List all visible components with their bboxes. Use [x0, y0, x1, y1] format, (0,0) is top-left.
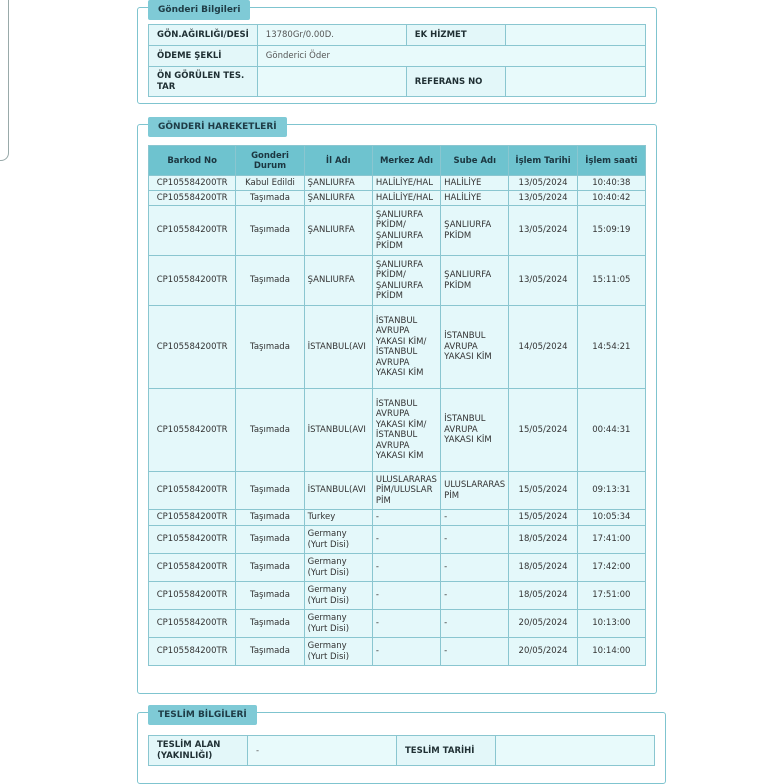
center-cell: ŞANLIURFA PKİDM/ ŞANLIURFA PKİDM: [372, 256, 440, 306]
barcode-cell: CP105584200TR: [149, 526, 236, 554]
status-cell: Kabul Edildi: [236, 176, 304, 191]
delivery-date-label: TESLİM TARİHİ: [397, 736, 496, 766]
center-cell: -: [372, 526, 440, 554]
barcode-cell: CP105584200TR: [149, 306, 236, 389]
col-branch[interactable]: Sube Adı: [441, 146, 509, 176]
table-row: [149, 191, 646, 206]
movements-title: GÖNDERİ HAREKETLERİ: [148, 117, 287, 137]
table-row: [149, 610, 646, 638]
city-cell: Germany (Yurt Disi): [304, 582, 372, 610]
status-cell: Taşımada: [236, 554, 304, 582]
branch-cell: HALİLİYE: [441, 191, 509, 206]
shipment-info-panel: [137, 7, 657, 104]
col-status[interactable]: Gonderi Durum: [236, 146, 304, 176]
status-cell: Taşımada: [236, 256, 304, 306]
table-row: [149, 389, 646, 472]
center-cell: ULUSLARARAS PİM/ULUSLAR PİM: [372, 472, 440, 510]
center-cell: İSTANBUL AVRUPA YAKASI KİM/ İSTANBUL AVRUPA YAKASI KİM: [372, 306, 440, 389]
date-cell: 20/05/2024: [509, 638, 577, 666]
status-cell: Taşımada: [236, 191, 304, 206]
delivery-date-value: [496, 736, 655, 766]
barcode-cell: CP105584200TR: [149, 176, 236, 191]
table-row: [149, 582, 646, 610]
table-row: [149, 306, 646, 389]
branch-cell: -: [441, 638, 509, 666]
time-cell: 10:05:34: [577, 510, 645, 526]
time-cell: 10:14:00: [577, 638, 645, 666]
delivery-panel: [137, 712, 666, 784]
city-cell: İSTANBUL(AVI: [304, 306, 372, 389]
date-cell: 15/05/2024: [509, 389, 577, 472]
weight-label: GÖN.AĞIRLIĞI/DESİ: [149, 25, 258, 46]
barcode-cell: CP105584200TR: [149, 206, 236, 256]
barcode-cell: CP105584200TR: [149, 638, 236, 666]
delivery-row: [149, 736, 655, 766]
estimated-delivery-value: [257, 67, 406, 97]
info-row: [149, 46, 646, 67]
date-cell: 13/05/2024: [509, 191, 577, 206]
table-row: [149, 526, 646, 554]
center-cell: -: [372, 510, 440, 526]
date-cell: 13/05/2024: [509, 206, 577, 256]
table-row: [149, 472, 646, 510]
date-cell: 18/05/2024: [509, 526, 577, 554]
date-cell: 18/05/2024: [509, 582, 577, 610]
barcode-cell: CP105584200TR: [149, 389, 236, 472]
city-cell: Germany (Yurt Disi): [304, 526, 372, 554]
center-cell: HALİLİYE/HAL: [372, 191, 440, 206]
city-cell: Germany (Yurt Disi): [304, 610, 372, 638]
status-cell: Taşımada: [236, 306, 304, 389]
center-cell: -: [372, 554, 440, 582]
reference-label: REFERANS NO: [406, 67, 505, 97]
status-cell: Taşımada: [236, 638, 304, 666]
time-cell: 09:13:31: [577, 472, 645, 510]
city-cell: Germany (Yurt Disi): [304, 554, 372, 582]
reference-value: [505, 67, 645, 97]
date-cell: 18/05/2024: [509, 554, 577, 582]
receiver-label: TESLİM ALAN (YAKINLIĞI): [149, 736, 248, 766]
time-cell: 10:40:42: [577, 191, 645, 206]
branch-cell: ŞANLIURFA PKİDM: [441, 206, 509, 256]
status-cell: Taşımada: [236, 206, 304, 256]
status-cell: Taşımada: [236, 610, 304, 638]
time-cell: 10:13:00: [577, 610, 645, 638]
col-time[interactable]: İşlem saati: [577, 146, 645, 176]
estimated-delivery-label: ÖN GÖRÜLEN TES. TAR: [149, 67, 258, 97]
center-cell: İSTANBUL AVRUPA YAKASI KİM/ İSTANBUL AVRUPA YAKASI KİM: [372, 389, 440, 472]
time-cell: 15:09:19: [577, 206, 645, 256]
time-cell: 00:44:31: [577, 389, 645, 472]
info-row: [149, 67, 646, 97]
city-cell: ŞANLIURFA: [304, 256, 372, 306]
window-edge: [0, 0, 9, 161]
status-cell: Taşımada: [236, 472, 304, 510]
barcode-cell: CP105584200TR: [149, 510, 236, 526]
table-row: [149, 176, 646, 191]
movements-panel: [137, 124, 657, 694]
city-cell: Turkey: [304, 510, 372, 526]
center-cell: -: [372, 610, 440, 638]
barcode-cell: CP105584200TR: [149, 610, 236, 638]
branch-cell: -: [441, 526, 509, 554]
branch-cell: ULUSLARARAS PİM: [441, 472, 509, 510]
shipment-info-title: Gönderi Bilgileri: [148, 0, 250, 20]
date-cell: 13/05/2024: [509, 176, 577, 191]
table-header-row: [149, 146, 646, 176]
branch-cell: -: [441, 610, 509, 638]
city-cell: Germany (Yurt Disi): [304, 638, 372, 666]
branch-cell: ŞANLIURFA PKİDM: [441, 256, 509, 306]
barcode-cell: CP105584200TR: [149, 554, 236, 582]
branch-cell: -: [441, 554, 509, 582]
delivery-table: [148, 735, 655, 766]
table-row: [149, 206, 646, 256]
table-row: [149, 510, 646, 526]
time-cell: 14:54:21: [577, 306, 645, 389]
status-cell: Taşımada: [236, 389, 304, 472]
date-cell: 20/05/2024: [509, 610, 577, 638]
status-cell: Taşımada: [236, 526, 304, 554]
date-cell: 14/05/2024: [509, 306, 577, 389]
receiver-value: -: [248, 736, 397, 766]
table-row: [149, 554, 646, 582]
time-cell: 10:40:38: [577, 176, 645, 191]
payment-value: Gönderici Öder: [257, 46, 645, 67]
time-cell: 17:51:00: [577, 582, 645, 610]
table-row: [149, 638, 646, 666]
info-row: [149, 25, 646, 46]
weight-value: 13780Gr/0.00D.: [257, 25, 406, 46]
barcode-cell: CP105584200TR: [149, 582, 236, 610]
time-cell: 17:41:00: [577, 526, 645, 554]
branch-cell: HALİLİYE: [441, 176, 509, 191]
payment-label: ÖDEME ŞEKLİ: [149, 46, 258, 67]
center-cell: HALİLİYE/HAL: [372, 176, 440, 191]
movements-table: [148, 145, 646, 666]
center-cell: ŞANLIURFA PKİDM/ ŞANLIURFA PKİDM: [372, 206, 440, 256]
center-cell: -: [372, 582, 440, 610]
barcode-cell: CP105584200TR: [149, 191, 236, 206]
shipment-info-table: [148, 24, 646, 97]
col-city[interactable]: İl Adı: [304, 146, 372, 176]
status-cell: Taşımada: [236, 582, 304, 610]
status-cell: Taşımada: [236, 510, 304, 526]
col-barcode[interactable]: Barkod No: [149, 146, 236, 176]
branch-cell: -: [441, 510, 509, 526]
date-cell: 13/05/2024: [509, 256, 577, 306]
delivery-title: TESLİM BİLGİLERİ: [148, 705, 257, 725]
date-cell: 15/05/2024: [509, 510, 577, 526]
branch-cell: İSTANBUL AVRUPA YAKASI KİM: [441, 389, 509, 472]
center-cell: -: [372, 638, 440, 666]
city-cell: İSTANBUL(AVI: [304, 472, 372, 510]
extra-service-label: EK HİZMET: [406, 25, 505, 46]
city-cell: ŞANLIURFA: [304, 191, 372, 206]
table-row: [149, 256, 646, 306]
city-cell: İSTANBUL(AVI: [304, 389, 372, 472]
time-cell: 15:11:05: [577, 256, 645, 306]
date-cell: 15/05/2024: [509, 472, 577, 510]
branch-cell: -: [441, 582, 509, 610]
city-cell: ŞANLIURFA: [304, 176, 372, 191]
time-cell: 17:42:00: [577, 554, 645, 582]
barcode-cell: CP105584200TR: [149, 256, 236, 306]
branch-cell: İSTANBUL AVRUPA YAKASI KİM: [441, 306, 509, 389]
col-center[interactable]: Merkez Adı: [372, 146, 440, 176]
extra-service-value: [505, 25, 645, 46]
col-date[interactable]: İşlem Tarihi: [509, 146, 577, 176]
barcode-cell: CP105584200TR: [149, 472, 236, 510]
city-cell: ŞANLIURFA: [304, 206, 372, 256]
